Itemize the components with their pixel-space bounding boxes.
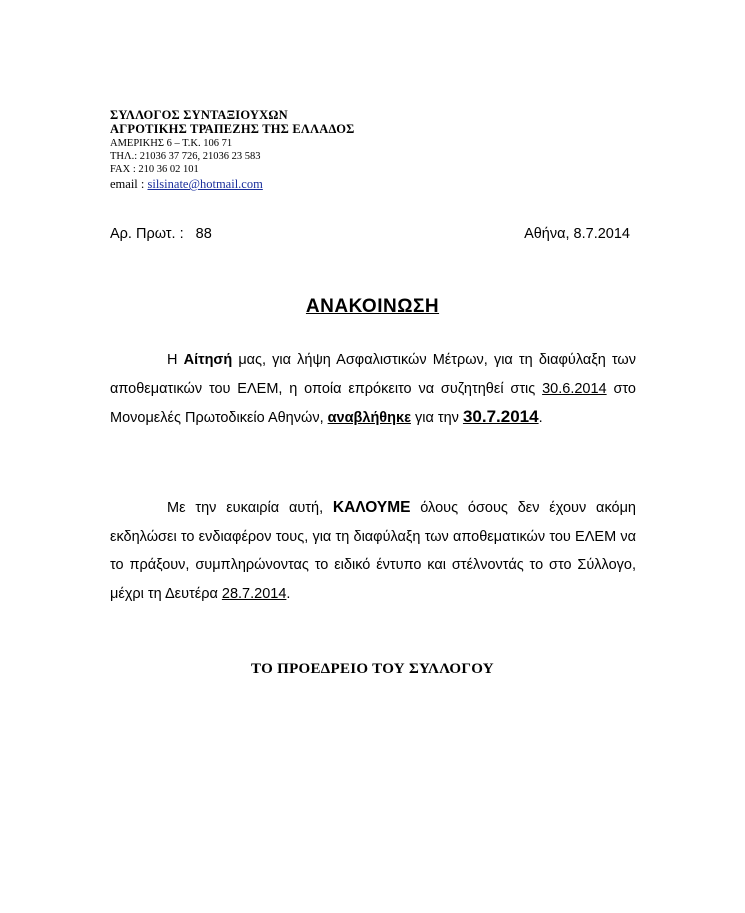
bold-call: ΚΑΛΟΥΜΕ <box>332 499 411 516</box>
text-run: στο Μονομελές Πρωτοδικείο Αθηνών, <box>110 380 636 426</box>
email-label: email : <box>110 177 148 192</box>
address-line: ΑΜΕΡΙΚΗΣ 6 – Τ.Κ. 106 71 <box>110 137 233 149</box>
reference-row <box>110 226 630 242</box>
protocol-label: Αρ. Πρωτ. : <box>110 226 184 242</box>
deadline-date: 28.7.2014 <box>221 585 287 602</box>
original-hearing-date: 30.6.2014 <box>542 380 607 397</box>
document-title: ΑΝΑΚΟΙΝΩΣΗ <box>305 296 440 317</box>
protocol-value: 88 <box>195 226 212 242</box>
text-run: Με την ευκαιρία αυτή, <box>167 500 333 516</box>
org-name-line-2: ΑΓΡΟΤΙΚΗΣ ΤΡΑΠΕΖΗΣ ΤΗΣ ΕΛΛΑΔΟΣ <box>110 122 355 137</box>
new-hearing-date: 30.7.2014 <box>462 407 539 426</box>
paragraph-postponement <box>110 346 636 433</box>
text-run: . <box>286 585 291 602</box>
text-run: Η <box>167 352 184 368</box>
text-run: . <box>538 410 543 426</box>
protocol-number <box>110 226 212 242</box>
text-run: όλους όσους δεν έχουν ακόμη εκδηλώσει το ενδιαφέρον τους, για τη διαφύλαξη των αποθεματικών του ΕΛΕΜ να το πράξουν, συμπληρώνοντας το ειδικό έντυπο και στέλνοντάς το στο Σύλλογο, μέχρι τη Δευτέρα <box>110 500 636 602</box>
paragraph-call-to-action <box>110 494 636 608</box>
text-run: για την <box>410 410 463 426</box>
phone-line: ΤΗΛ.: 21036 37 726, 21036 23 583 <box>110 150 261 162</box>
email-link[interactable]: silsinate@hotmail.com <box>147 177 263 192</box>
place-date: Αθήνα, 8.7.2014 <box>524 226 630 242</box>
letterhead <box>110 108 355 192</box>
fax-line: FAX : 210 36 02 101 <box>110 164 199 175</box>
text-run: μας, για λήψη Ασφαλιστικών Μέτρων, για τη διαφύλαξη των αποθεματικών του ΕΛΕΜ, η οποία επρόκειτο να συζητηθεί στις <box>110 352 636 397</box>
postponed-word: αναβλήθηκε <box>327 410 411 426</box>
signature: ΤΟ ΠΡΟΕΔΡΕΙΟ ΤΟΥ ΣΥΛΛΟΓΟΥ <box>251 661 494 677</box>
bold-request: Αίτησή <box>183 352 233 368</box>
org-name-line-1: ΣΥΛΛΟΓΟΣ ΣΥΝΤΑΞΙΟΥΧΩΝ <box>110 108 288 122</box>
email-line <box>110 177 355 191</box>
